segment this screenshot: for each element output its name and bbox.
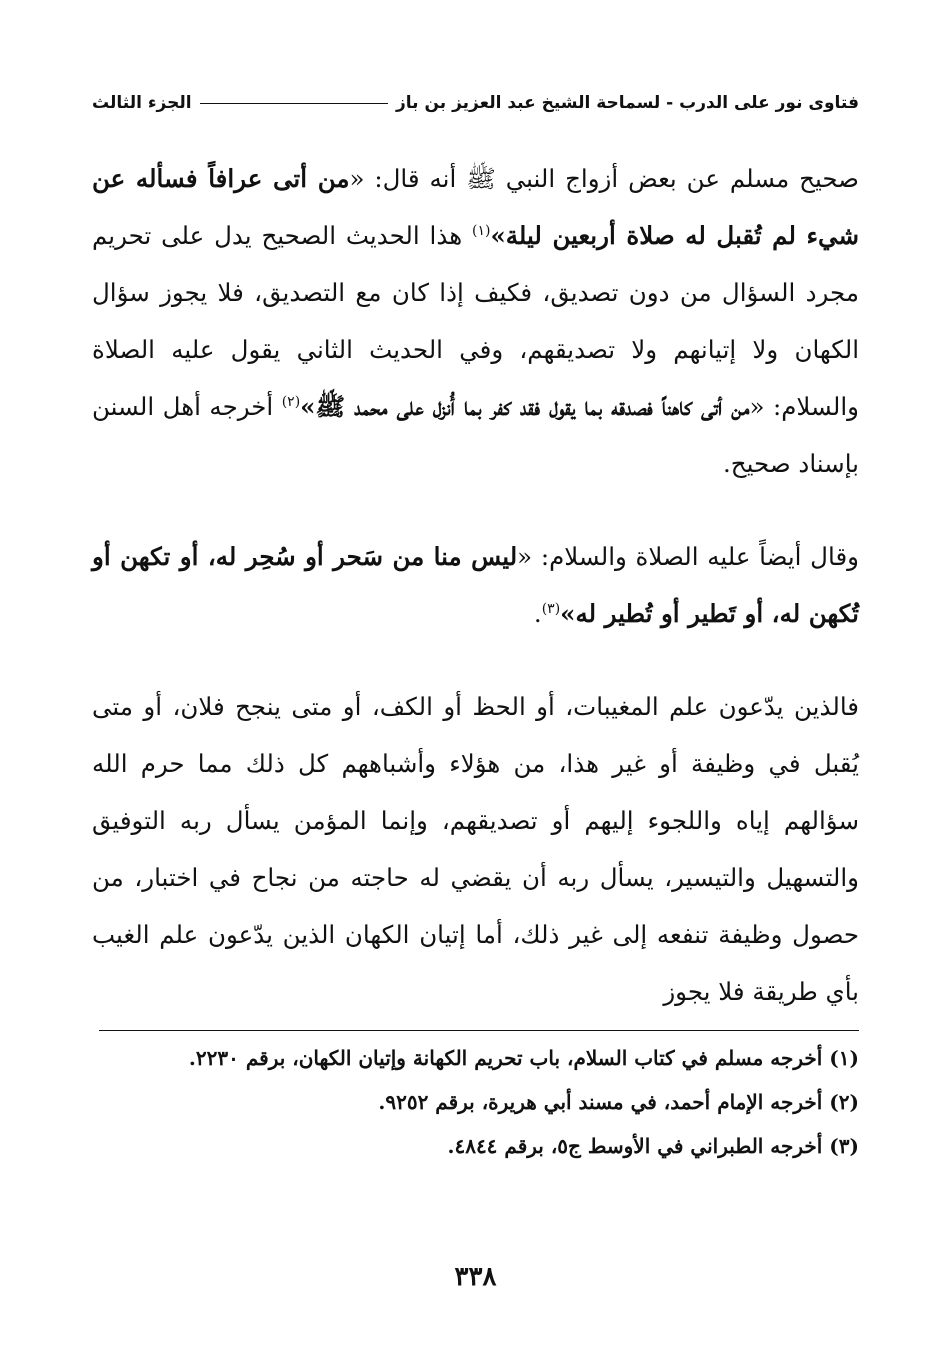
footnote-ref: (٣) <box>541 600 561 617</box>
text-run: أخرجه أهل السنن بإسناد صحيح. <box>92 392 859 478</box>
hadith-quote: ليس منا من سَحر أو سُحِر له، أو تكهن أو تُكهن له، أو تَطير أو تُطير له <box>92 542 859 628</box>
footnote-ref: (٢) <box>281 393 301 410</box>
hadith-quote: من أتى كاهناً فصدقه بما يقول فقد كفر بما أُنزل على محمد ﷺ <box>315 392 750 421</box>
footnote-divider <box>99 1030 859 1031</box>
page-number: ٣٣٨ <box>454 1262 497 1292</box>
text-run: وقال أيضاً عليه الصلاة والسلام: « <box>517 542 859 571</box>
footnote-2: (٢) أخرجه الإمام أحمد، في مسند أبي هريرة، برقم ٩٢٥٢. <box>378 1090 859 1114</box>
header-rule <box>200 103 388 104</box>
footnote-1: (١) أخرجه مسلم في كتاب السلام، باب تحريم الكهانة وإتيان الكهان، برقم ٢٢٣٠. <box>188 1046 859 1070</box>
quote-mark: » <box>560 599 576 628</box>
footnote-ref: (١) <box>471 222 491 239</box>
header-title: فتاوى نور على الدرب - لسماحة الشيخ عبد العزيز بن باز <box>396 93 859 113</box>
running-header <box>92 88 859 118</box>
paragraph-3: فالذين يدّعون علم المغيبات، أو الحظ أو الكف، أو متى ينجح فلان، أو متى يُقبل في وظيفة أو غير هذا، من هؤلاء وأشباههم كل ذلك مما حرم الله سؤالهم إياه واللجوء إليهم أو تصديقهم، وإنما المؤمن يسأل ربه التوفيق والتسهيل والتيسير، يسأل ربه أن يقضي له حاجته من نجاح في اختبار، من حصول وظيفة تنفعه إلى غير ذلك، أما إتيان الكهان الذين يدّعون علم الغيب بأي طريقة فلا يجوز <box>92 692 859 1006</box>
paragraph-2 <box>92 528 859 642</box>
main-text <box>92 150 859 1020</box>
header-part: الجزء الثالث <box>92 93 192 113</box>
text-run: . <box>533 599 542 628</box>
text-run: هذا الحديث الصحيح يدل على تحريم مجرد السؤال من دون تصديق، فكيف إذا كان مع التصديق، فلا يجوز سؤال الكهان ولا إتيانهم ولا تصديقهم، وفي الحديث الثاني يقول عليه الصلاة والسلام: « <box>92 221 859 421</box>
text-run: صحيح مسلم عن بعض أزواج النبي ﷺ أنه قال: « <box>349 164 859 193</box>
footnote-3: (٣) أخرجه الطبراني في الأوسط ج٥، برقم ٤٨٤٤. <box>447 1134 859 1158</box>
quote-mark: » <box>490 221 506 250</box>
hadith-quote: من أتى عرافاً فسأله عن شيء لم تُقبل له صلاة أربعين ليلة <box>92 164 859 250</box>
paragraph-1 <box>92 150 859 492</box>
quote-mark: » <box>300 392 316 421</box>
footnotes <box>92 1036 859 1168</box>
